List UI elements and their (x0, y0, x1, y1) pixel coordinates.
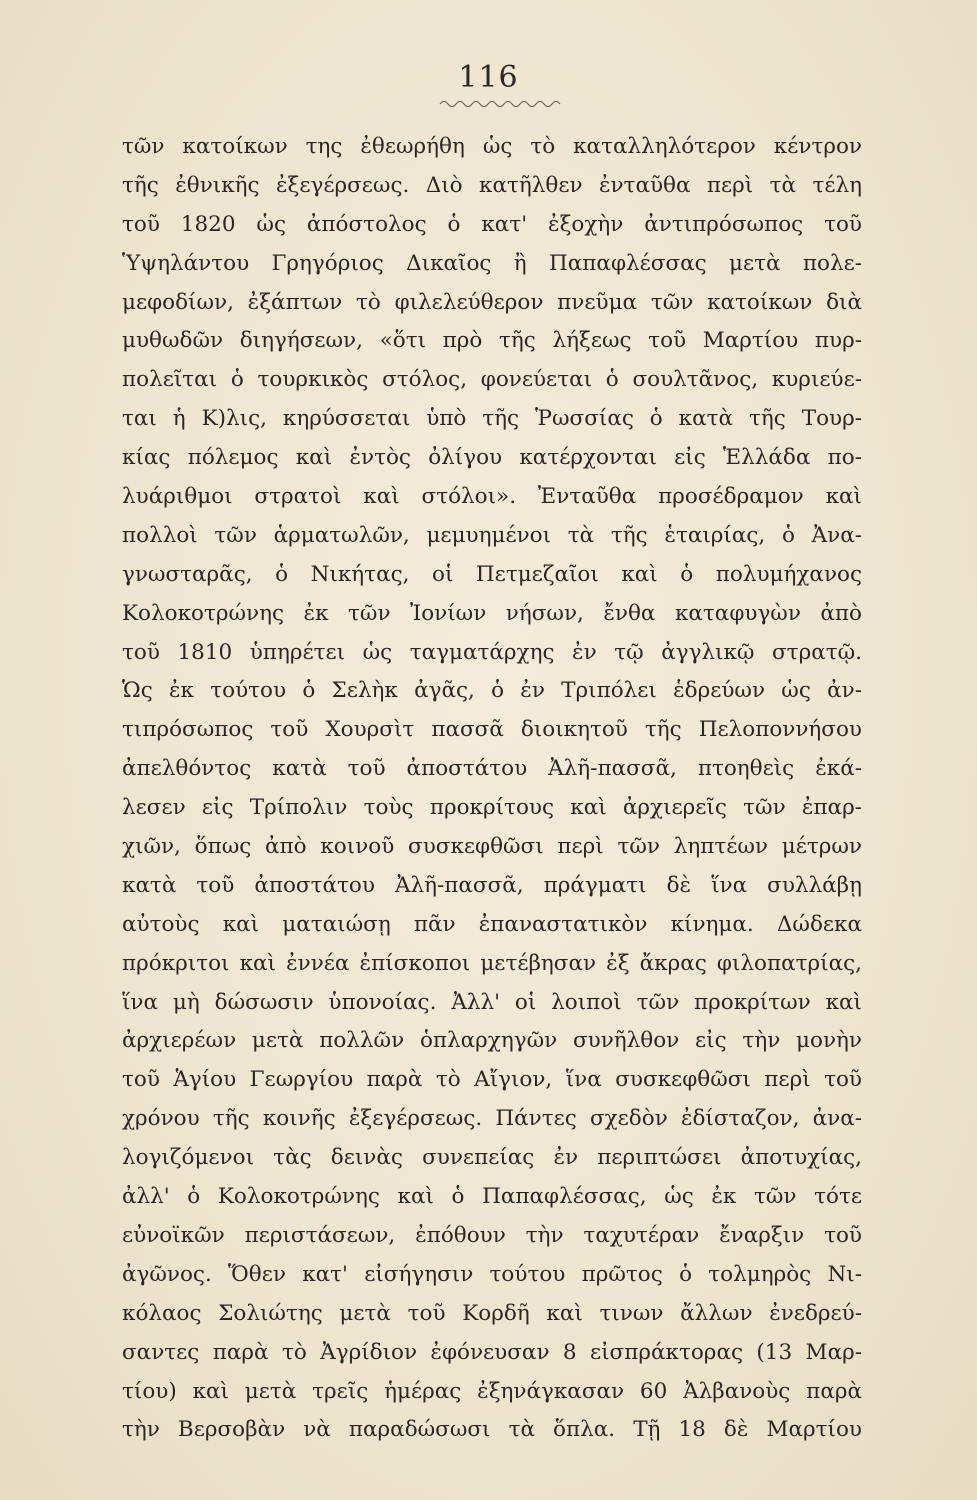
text-line: τοῦ 1810 ὑπηρέτει ὡς ταγματάρχης ἐν τῷ ἀγγλικῷ στρατῷ. (122, 639, 862, 665)
text-line: Κολοκοτρώνης ἐκ τῶν Ἰονίων νήσων, ἔνθα καταφυγὼν ἀπὸ (122, 600, 862, 626)
text-line: ἵνα μὴ δώσωσιν ὑπονοίας. Ἀλλ' οἱ λοιποὶ τῶν προκρίτων καὶ (122, 989, 862, 1015)
text-line: πρόκριτοι καὶ ἐννέα ἐπίσκοποι μετέβησαν ἐξ ἄκρας φιλοπατρίας, (122, 950, 862, 976)
text-line: κίας πόλεμος καὶ ἐντὸς ὀλίγου κατέρχονται εἰς Ἑλλάδα πο- (122, 445, 862, 471)
text-line: γνωσταρᾶς, ὁ Νικήτας, οἱ Πετμεζαῖοι καὶ ὁ πολυμήχανος (122, 561, 862, 587)
text-line: πολλοὶ τῶν ἁρματωλῶν, μεμυημένοι τὰ τῆς ἑταιρίας, ὁ Ἀνα- (122, 522, 862, 548)
text-line: τοῦ 1820 ὡς ἀπόστολος ὁ κατ' ἐξοχὴν ἀντιπρόσωπος τοῦ (122, 211, 862, 237)
text-line: λογιζόμενοι τὰς δεινὰς συνεπείας ἐν περιπτώσει ἀποτυχίας, (122, 1145, 862, 1171)
text-line: μυθωδῶν διηγήσεων, «ὅτι πρὸ τῆς λήξεως τοῦ Μαρτίου πυρ- (122, 328, 862, 354)
text-line: ἀρχιερέων μετὰ πολλῶν ὁπλαρχηγῶν συνῆλθον εἰς τὴν μονὴν (122, 1028, 862, 1054)
text-line: λεσεν εἰς Τρίπολιν τοὺς προκρίτους καὶ ἀρχιερεῖς τῶν ἐπαρ- (122, 795, 862, 821)
text-line: αὐτοὺς καὶ ματαιώσῃ πᾶν ἐπαναστατικὸν κίνημα. Δώδεκα (122, 911, 862, 937)
text-line: λυάριθμοι στρατοὶ καὶ στόλοι». Ἐνταῦθα προσέδραμον καὶ (122, 484, 862, 510)
text-line: τιπρόσωπος τοῦ Χουρσὶτ πασσᾶ διοικητοῦ τῆς Πελοποννήσου (122, 717, 862, 743)
text-line: σαντες παρὰ τὸ Ἀγρίδιον ἐφόνευσαν 8 εἰσπράκτορας (13 Μαρ- (122, 1339, 862, 1365)
text-line: χιῶν, ὅπως ἀπὸ κοινοῦ συσκεφθῶσι περὶ τῶν ληπτέων μέτρων (122, 834, 862, 860)
text-line: ἀγῶνος. Ὅθεν κατ' εἰσήγησιν τούτου πρῶτος ὁ τολμηρὸς Νι- (122, 1261, 862, 1287)
text-line: εὐνοϊκῶν περιστάσεων, ἐπόθουν τὴν ταχυτέραν ἔναρξιν τοῦ (122, 1222, 862, 1248)
page-number: 116 (458, 60, 519, 95)
wavy-rule-ornament (438, 98, 562, 110)
text-line: ται ἡ Κ)λις, κηρύσσεται ὑπὸ τῆς Ῥωσσίας ὁ κατὰ τῆς Τουρ- (122, 406, 862, 432)
text-line: χρόνου τῆς κοινῆς ἐξεγέρσεως. Πάντες σχεδὸν ἐδίσταζον, ἀνα- (122, 1106, 862, 1132)
text-line: μεφοδίων, ἐξάπτων τὸ φιλελεύθερον πνεῦμα τῶν κατοίκων διὰ (122, 289, 862, 315)
text-line: τίου) καὶ μετὰ τρεῖς ἡμέρας ἐξηνάγκασαν 60 Ἀλβανοὺς παρὰ (122, 1378, 862, 1404)
text-line: Ὑψηλάντου Γρηγόριος Δικαῖος ἢ Παπαφλέσσας μετὰ πολε- (122, 250, 862, 276)
text-line: τῆς ἐθνικῆς ἐξεγέρσεως. Διὸ κατῆλθεν ἐνταῦθα περὶ τὰ τέλη (122, 172, 862, 198)
text-line: τῶν κατοίκων της ἐθεωρήθη ὡς τὸ καταλληλότερον κέντρον (122, 134, 862, 159)
text-line: Ὡς ἐκ τούτου ὁ Σελὴκ ἀγᾶς, ὁ ἐν Τριπόλει ἑδρεύων ὡς ἀν- (122, 678, 862, 704)
text-line: κόλαος Σολιώτης μετὰ τοῦ Κορδῆ καὶ τινων ἄλλων ἐνεδρεύ- (122, 1300, 862, 1326)
text-line: κατὰ τοῦ ἀποστάτου Ἀλῆ-πασσᾶ, πράγματι δὲ ἵνα συλλάβῃ (122, 872, 862, 898)
text-line: τὴν Βερσοβὰν νὰ παραδώσωσι τὰ ὅπλα. Τῇ 18 δὲ Μαρτίου (122, 1417, 862, 1443)
text-line: ἀλλ' ὁ Κολοκοτρώνης καὶ ὁ Παπαφλέσσας, ὡς ἐκ τῶν τότε (122, 1184, 862, 1210)
text-line: ἀπελθόντος κατὰ τοῦ ἀποστάτου Ἀλῆ-πασσᾶ, πτοηθεὶς ἐκά- (122, 756, 862, 782)
text-line: πολεῖται ὁ τουρκικὸς στόλος, φονεύεται ὁ σουλτᾶνος, κυριεύε- (122, 367, 862, 393)
body-text (122, 128, 862, 1450)
text-line: τοῦ Ἁγίου Γεωργίου παρὰ τὸ Αἴγιον, ἵνα συσκεφθῶσι περὶ τοῦ (122, 1067, 862, 1093)
